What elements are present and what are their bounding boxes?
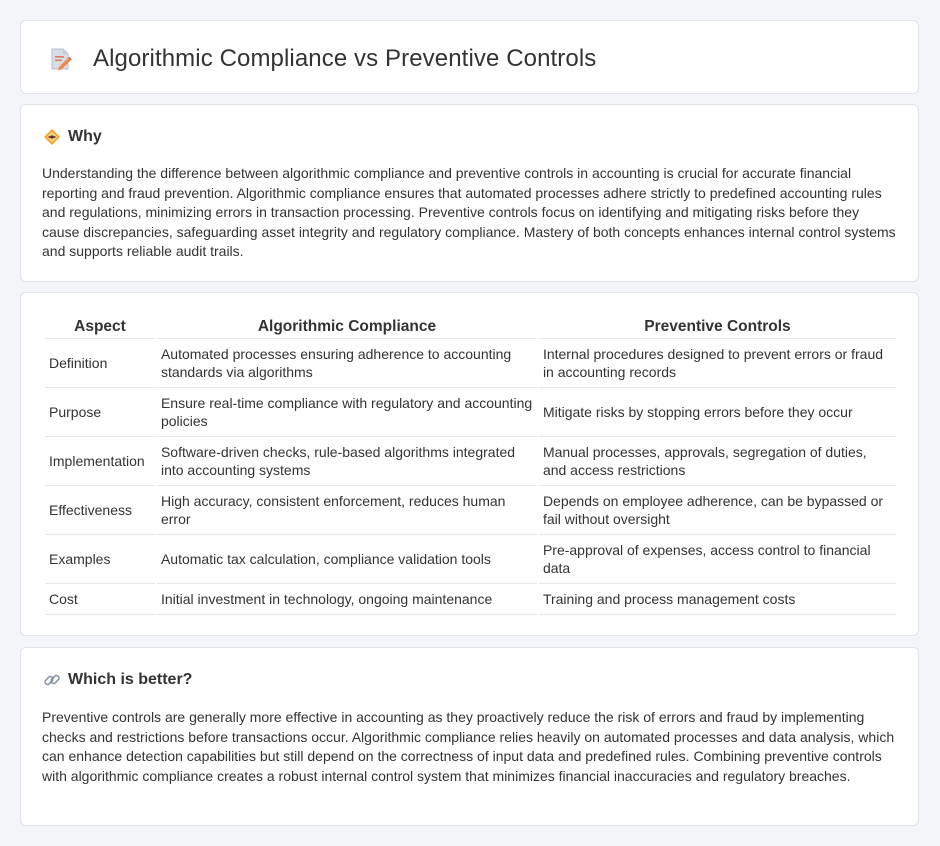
row-preventive: Training and process management costs (539, 584, 896, 615)
page-title: Algorithmic Compliance vs Preventive Controls (93, 45, 597, 72)
table-row (45, 535, 896, 584)
better-title: Which is better? (68, 671, 193, 688)
row-aspect: Effectiveness (45, 486, 155, 535)
why-section (20, 104, 919, 282)
table-header-row (45, 315, 896, 339)
row-algorithmic: Automatic tax calculation, compliance validation tools (157, 535, 537, 584)
row-aspect: Examples (45, 535, 155, 584)
table-row (45, 339, 896, 388)
row-algorithmic: Automated processes ensuring adherence to accounting standards via algorithms (157, 339, 537, 388)
row-preventive: Internal procedures designed to prevent errors or fraud in accounting records (539, 339, 896, 388)
better-heading (43, 671, 192, 689)
row-algorithmic: Initial investment in technology, ongoing maintenance (157, 584, 537, 615)
row-preventive: Mitigate risks by stopping errors before they occur (539, 388, 896, 437)
row-aspect: Implementation (45, 437, 155, 486)
row-preventive: Pre-approval of expenses, access control to financial data (539, 535, 896, 584)
header-card (20, 20, 919, 94)
better-text: Preventive controls are generally more effective in accounting as they proactively reduce the risk of errors and fraud by implementing checks and restrictions before transactions occur. Algorithmic compliance relies heavily on automated processes and data analysis, which can enhance detection capabilities but still depend on the correctness of input data and predefined rules. Combining preventive controls with algorithmic compliance creates a robust internal control system that minimizes financial inaccuracies and regulatory breaches. (42, 709, 895, 784)
link-icon (43, 671, 61, 689)
row-aspect: Purpose (45, 388, 155, 437)
document-pen-icon (47, 46, 73, 72)
diamond-sign-icon (43, 128, 61, 146)
row-preventive: Manual processes, approvals, segregation of duties, and access restrictions (539, 437, 896, 486)
comparison-table (43, 315, 898, 615)
row-algorithmic: Software-driven checks, rule-based algorithms integrated into accounting systems (157, 437, 537, 486)
row-preventive: Depends on employee adherence, can be bypassed or fail without oversight (539, 486, 896, 535)
which-is-better-section (20, 647, 919, 826)
title-row (47, 45, 596, 73)
header-preventive-controls: Preventive Controls (539, 315, 896, 339)
comparison-section (20, 292, 919, 636)
header-algorithmic-compliance: Algorithmic Compliance (157, 315, 537, 339)
why-title: Why (68, 128, 102, 145)
why-heading (43, 128, 102, 146)
table-row (45, 388, 896, 437)
row-algorithmic: Ensure real-time compliance with regulatory and accounting policies (157, 388, 537, 437)
why-text: Understanding the difference between algorithmic compliance and preventive controls in accounting is crucial for accurate financial reporting and fraud prevention. Algorithmic compliance ensures that automated processes adhere strictly to predefined accounting rules and regulations, minimizing errors in transaction processing. Preventive controls focus on identifying and mitigating risks before they cause discrepancies, safeguarding asset integrity and regulatory compliance. Mastery of both concepts enhances internal control systems and supports reliable audit trails. (42, 165, 896, 260)
table-row (45, 437, 896, 486)
header-aspect: Aspect (45, 315, 155, 339)
row-algorithmic: High accuracy, consistent enforcement, reduces human error (157, 486, 537, 535)
row-aspect: Definition (45, 339, 155, 388)
table-row (45, 486, 896, 535)
table-row (45, 584, 896, 615)
row-aspect: Cost (45, 584, 155, 615)
